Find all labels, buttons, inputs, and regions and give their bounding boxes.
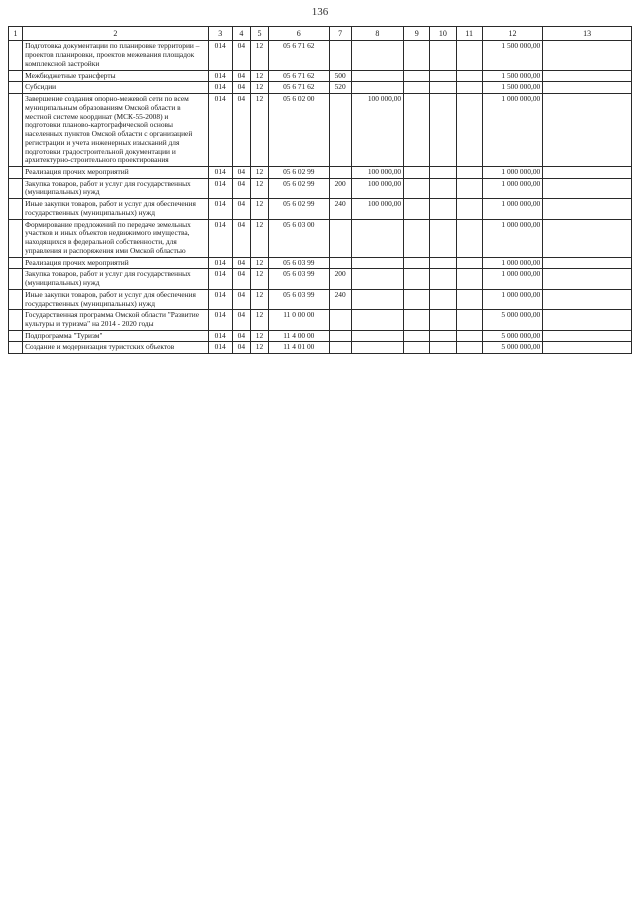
amount-cell <box>456 82 482 94</box>
section-code-cell: 04 <box>232 82 250 94</box>
amount-cell <box>543 257 632 269</box>
amount-cell <box>456 178 482 198</box>
row-name-cell: Реализация прочих мероприятий <box>23 257 208 269</box>
column-header: 1 <box>9 27 23 41</box>
table-row <box>9 310 632 330</box>
amount-cell <box>430 269 456 289</box>
table-row <box>9 82 632 94</box>
section-code-cell: 04 <box>232 257 250 269</box>
row-number-cell <box>9 257 23 269</box>
amount-cell: 1 500 000,00 <box>482 41 542 70</box>
amount-cell <box>430 342 456 354</box>
subsection-code-cell: 12 <box>250 70 268 82</box>
amount-cell <box>430 199 456 219</box>
amount-cell <box>404 289 430 309</box>
ministry-code-cell: 014 <box>208 289 232 309</box>
section-code-cell: 04 <box>232 342 250 354</box>
amount-cell <box>543 41 632 70</box>
target-article-cell: 05 6 02 00 <box>269 94 329 167</box>
section-code-cell: 04 <box>232 41 250 70</box>
amount-cell: 1 000 000,00 <box>482 257 542 269</box>
amount-cell <box>430 70 456 82</box>
amount-cell <box>351 330 403 342</box>
amount-cell: 1 500 000,00 <box>482 82 542 94</box>
amount-cell: 1 000 000,00 <box>482 199 542 219</box>
row-name-cell: Субсидии <box>23 82 208 94</box>
section-code-cell: 04 <box>232 330 250 342</box>
subsection-code-cell: 12 <box>250 166 268 178</box>
amount-cell <box>456 342 482 354</box>
amount-cell <box>543 330 632 342</box>
amount-cell <box>543 82 632 94</box>
ministry-code-cell: 014 <box>208 41 232 70</box>
ministry-code-cell: 014 <box>208 166 232 178</box>
amount-cell <box>404 269 430 289</box>
amount-cell <box>430 94 456 167</box>
expense-type-cell: 200 <box>329 178 351 198</box>
amount-cell <box>430 166 456 178</box>
subsection-code-cell: 12 <box>250 257 268 269</box>
amount-cell <box>404 257 430 269</box>
amount-cell <box>456 330 482 342</box>
row-number-cell <box>9 178 23 198</box>
amount-cell: 5 000 000,00 <box>482 330 542 342</box>
column-header: 3 <box>208 27 232 41</box>
expense-type-cell: 240 <box>329 199 351 219</box>
row-name-cell: Создание и модернизация туристских объектов <box>23 342 208 354</box>
section-code-cell: 04 <box>232 289 250 309</box>
ministry-code-cell: 014 <box>208 178 232 198</box>
column-header: 10 <box>430 27 456 41</box>
amount-cell <box>456 289 482 309</box>
amount-cell: 1 000 000,00 <box>482 94 542 167</box>
amount-cell <box>351 70 403 82</box>
expense-type-cell: 500 <box>329 70 351 82</box>
amount-cell <box>351 269 403 289</box>
expense-type-cell <box>329 166 351 178</box>
row-name-cell: Иные закупки товаров, работ и услуг для обеспечения государственных (муниципальных) нужд <box>23 289 208 309</box>
row-number-cell <box>9 94 23 167</box>
row-name-cell: Реализация прочих мероприятий <box>23 166 208 178</box>
amount-cell: 100 000,00 <box>351 166 403 178</box>
subsection-code-cell: 12 <box>250 219 268 257</box>
amount-cell <box>456 41 482 70</box>
amount-cell: 1 000 000,00 <box>482 166 542 178</box>
ministry-code-cell: 014 <box>208 199 232 219</box>
amount-cell <box>404 330 430 342</box>
column-header: 8 <box>351 27 403 41</box>
expense-type-cell <box>329 41 351 70</box>
row-name-cell: Закупка товаров, работ и услуг для государственных (муниципальных) нужд <box>23 269 208 289</box>
table-row <box>9 199 632 219</box>
amount-cell: 100 000,00 <box>351 199 403 219</box>
section-code-cell: 04 <box>232 269 250 289</box>
expense-type-cell: 520 <box>329 82 351 94</box>
column-header: 4 <box>232 27 250 41</box>
ministry-code-cell: 014 <box>208 94 232 167</box>
amount-cell <box>543 70 632 82</box>
ministry-code-cell: 014 <box>208 342 232 354</box>
row-name-cell: Формирование предложений по передаче земельных участков и иных объектов недвижимого имущества, находящихся в федеральной собственности, для управления и распоряжения ими Омской областью <box>23 219 208 257</box>
section-code-cell: 04 <box>232 219 250 257</box>
page-number: 136 <box>311 6 329 18</box>
section-code-cell: 04 <box>232 178 250 198</box>
subsection-code-cell: 12 <box>250 178 268 198</box>
amount-cell <box>543 289 632 309</box>
table-row <box>9 257 632 269</box>
amount-cell <box>404 219 430 257</box>
amount-cell <box>351 289 403 309</box>
expense-type-cell: 200 <box>329 269 351 289</box>
section-code-cell: 04 <box>232 166 250 178</box>
amount-cell <box>456 310 482 330</box>
table-row <box>9 94 632 167</box>
amount-cell <box>351 82 403 94</box>
amount-cell <box>456 269 482 289</box>
table-row <box>9 70 632 82</box>
expense-type-cell <box>329 342 351 354</box>
target-article-cell: 05 6 71 62 <box>269 70 329 82</box>
amount-cell: 1 000 000,00 <box>482 289 542 309</box>
target-article-cell: 05 6 02 99 <box>269 199 329 219</box>
expense-type-cell <box>329 94 351 167</box>
row-number-cell <box>9 166 23 178</box>
target-article-cell: 11 4 01 00 <box>269 342 329 354</box>
expense-type-cell <box>329 257 351 269</box>
budget-table <box>8 26 632 354</box>
amount-cell <box>543 269 632 289</box>
target-article-cell: 11 4 00 00 <box>269 330 329 342</box>
expense-type-cell <box>329 330 351 342</box>
column-header: 7 <box>329 27 351 41</box>
ministry-code-cell: 014 <box>208 257 232 269</box>
amount-cell <box>404 199 430 219</box>
amount-cell <box>456 70 482 82</box>
amount-cell <box>404 342 430 354</box>
ministry-code-cell: 014 <box>208 219 232 257</box>
amount-cell <box>404 310 430 330</box>
column-header: 12 <box>482 27 542 41</box>
amount-cell <box>543 199 632 219</box>
row-number-cell <box>9 41 23 70</box>
amount-cell <box>543 342 632 354</box>
section-code-cell: 04 <box>232 310 250 330</box>
section-code-cell: 04 <box>232 199 250 219</box>
section-code-cell: 04 <box>232 94 250 167</box>
amount-cell <box>404 94 430 167</box>
subsection-code-cell: 12 <box>250 94 268 167</box>
subsection-code-cell: 12 <box>250 41 268 70</box>
table-row <box>9 330 632 342</box>
expense-type-cell: 240 <box>329 289 351 309</box>
row-name-cell: Подготовка документации по планировке территории – проектов планировки, проектов межевания площадок комплексной застройки <box>23 41 208 70</box>
column-header: 2 <box>23 27 208 41</box>
amount-cell <box>456 257 482 269</box>
table-row <box>9 269 632 289</box>
amount-cell <box>543 166 632 178</box>
amount-cell: 100 000,00 <box>351 178 403 198</box>
ministry-code-cell: 014 <box>208 82 232 94</box>
amount-cell <box>430 41 456 70</box>
amount-cell <box>351 310 403 330</box>
row-number-cell <box>9 342 23 354</box>
target-article-cell: 11 0 00 00 <box>269 310 329 330</box>
table-body <box>9 41 632 354</box>
column-header: 13 <box>543 27 632 41</box>
section-code-cell: 04 <box>232 70 250 82</box>
amount-cell <box>456 199 482 219</box>
subsection-code-cell: 12 <box>250 310 268 330</box>
amount-cell <box>543 94 632 167</box>
row-number-cell <box>9 330 23 342</box>
amount-cell: 1 000 000,00 <box>482 269 542 289</box>
amount-cell: 5 000 000,00 <box>482 342 542 354</box>
expense-type-cell <box>329 310 351 330</box>
amount-cell <box>351 342 403 354</box>
amount-cell <box>430 330 456 342</box>
target-article-cell: 05 6 71 62 <box>269 82 329 94</box>
amount-cell <box>543 219 632 257</box>
table-row <box>9 289 632 309</box>
target-article-cell: 05 6 03 99 <box>269 269 329 289</box>
row-number-cell <box>9 310 23 330</box>
row-number-cell <box>9 289 23 309</box>
amount-cell <box>351 41 403 70</box>
column-header: 6 <box>269 27 329 41</box>
amount-cell <box>456 94 482 167</box>
row-name-cell: Иные закупки товаров, работ и услуг для обеспечения государственных (муниципальных) нужд <box>23 199 208 219</box>
amount-cell <box>430 257 456 269</box>
amount-cell <box>430 219 456 257</box>
row-number-cell <box>9 269 23 289</box>
row-name-cell: Подпрограмма "Туризм" <box>23 330 208 342</box>
target-article-cell: 05 6 03 00 <box>269 219 329 257</box>
amount-cell <box>543 178 632 198</box>
table-row <box>9 41 632 70</box>
amount-cell: 100 000,00 <box>351 94 403 167</box>
amount-cell <box>430 178 456 198</box>
amount-cell <box>430 82 456 94</box>
expense-type-cell <box>329 219 351 257</box>
amount-cell <box>430 310 456 330</box>
row-number-cell <box>9 219 23 257</box>
ministry-code-cell: 014 <box>208 330 232 342</box>
amount-cell: 5 000 000,00 <box>482 310 542 330</box>
amount-cell <box>404 70 430 82</box>
ministry-code-cell: 014 <box>208 269 232 289</box>
amount-cell <box>404 166 430 178</box>
column-header: 11 <box>456 27 482 41</box>
amount-cell <box>404 41 430 70</box>
ministry-code-cell: 014 <box>208 70 232 82</box>
table-row <box>9 178 632 198</box>
subsection-code-cell: 12 <box>250 269 268 289</box>
subsection-code-cell: 12 <box>250 342 268 354</box>
ministry-code-cell: 014 <box>208 310 232 330</box>
subsection-code-cell: 12 <box>250 330 268 342</box>
table-row <box>9 342 632 354</box>
amount-cell <box>456 219 482 257</box>
amount-cell: 1 000 000,00 <box>482 219 542 257</box>
target-article-cell: 05 6 03 99 <box>269 257 329 269</box>
subsection-code-cell: 12 <box>250 199 268 219</box>
amount-cell: 1 500 000,00 <box>482 70 542 82</box>
subsection-code-cell: 12 <box>250 82 268 94</box>
subsection-code-cell: 12 <box>250 289 268 309</box>
target-article-cell: 05 6 03 99 <box>269 289 329 309</box>
row-name-cell: Межбюджетные трансферты <box>23 70 208 82</box>
row-number-cell <box>9 82 23 94</box>
table-row <box>9 166 632 178</box>
target-article-cell: 05 6 71 62 <box>269 41 329 70</box>
row-number-cell <box>9 70 23 82</box>
column-header: 5 <box>250 27 268 41</box>
row-number-cell <box>9 199 23 219</box>
amount-cell <box>543 310 632 330</box>
amount-cell <box>404 82 430 94</box>
row-name-cell: Закупка товаров, работ и услуг для государственных (муниципальных) нужд <box>23 178 208 198</box>
amount-cell <box>351 219 403 257</box>
amount-cell <box>430 289 456 309</box>
amount-cell <box>404 178 430 198</box>
row-name-cell: Завершение создания опорно-межевой сети по всем муниципальным образованиям Омской области в местной системе координат (МСК-55-2008) и подготовки планово-картографической основы населенных пунктов Омской области с организацией регистрации и учета инженерных изысканий для подготовки градостроительной документации и архитектурно-строительного проектирования <box>23 94 208 167</box>
column-header: 9 <box>404 27 430 41</box>
table-header-row <box>9 27 632 41</box>
amount-cell <box>456 166 482 178</box>
table-row <box>9 219 632 257</box>
target-article-cell: 05 6 02 99 <box>269 178 329 198</box>
row-name-cell: Государственная программа Омской области "Развитие культуры и туризма" на 2014 - 2020 годы <box>23 310 208 330</box>
amount-cell: 1 000 000,00 <box>482 178 542 198</box>
amount-cell <box>351 257 403 269</box>
target-article-cell: 05 6 02 99 <box>269 166 329 178</box>
